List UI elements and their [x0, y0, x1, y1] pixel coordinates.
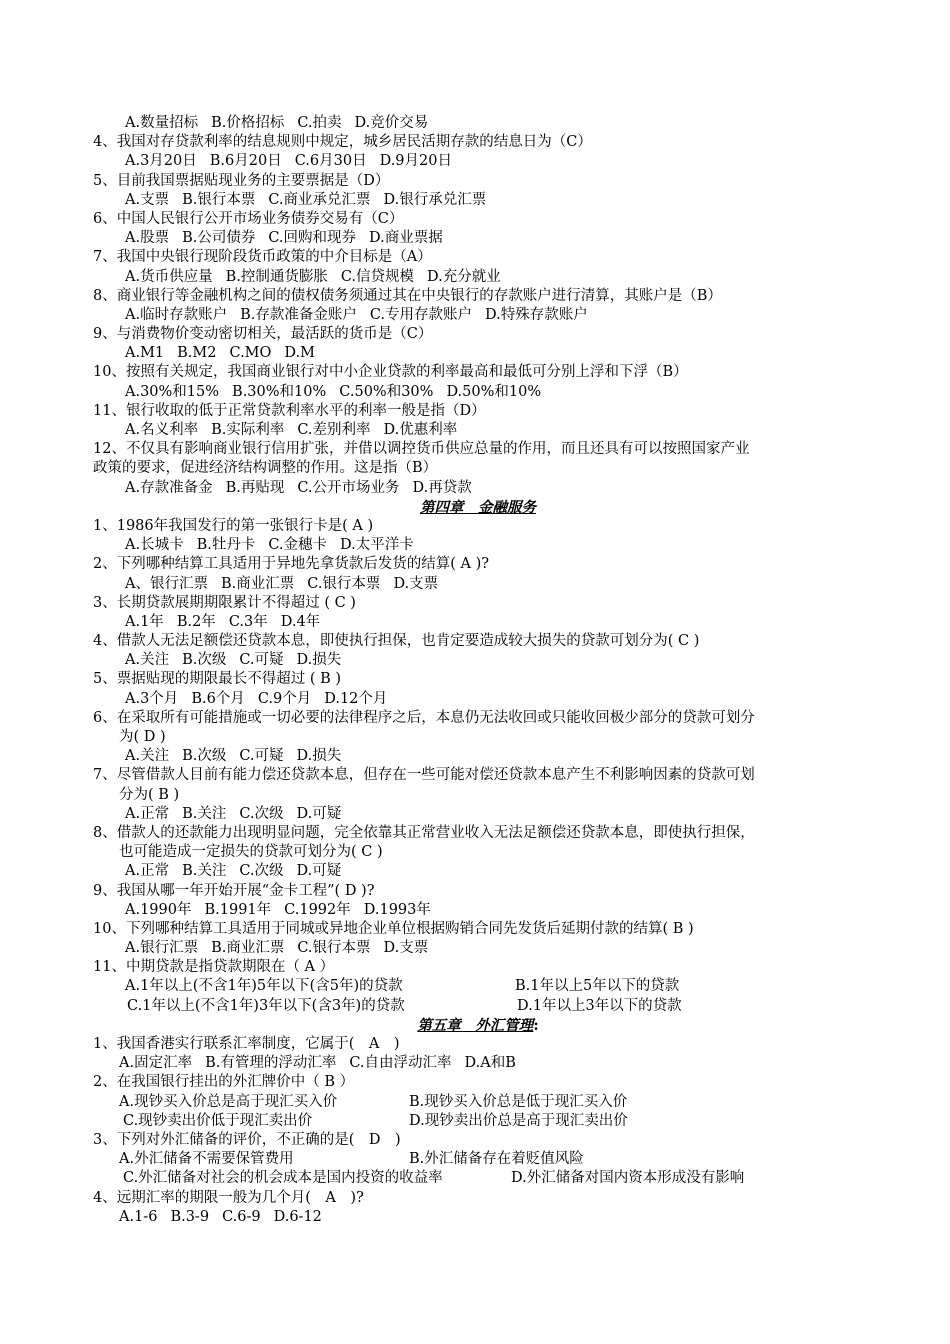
- options-row: [93, 191, 863, 210]
- question: 5、目前我国票据贴现业务的主要票据是（D）: [93, 172, 390, 189]
- option: A.存款准备金: [125, 479, 213, 496]
- option: C.自由浮动汇率: [349, 1055, 452, 1072]
- option: A.外汇储备不需要保管费用: [119, 1151, 294, 1168]
- question: 8、借款人的还款能力出现明显问题，完全依靠其正常营业收入无法足额偿还贷款本息，即使执行担保，: [93, 824, 755, 841]
- option: C.外汇储备对社会的机会成本是国内投资的收益率: [123, 1170, 443, 1187]
- options-row: [93, 152, 863, 171]
- option: D.外汇储备对国内资本形成没有影响: [511, 1170, 745, 1187]
- option: A.银行汇票: [125, 940, 199, 957]
- option: C.金穗卡: [268, 537, 328, 554]
- option: B.公司债券: [182, 230, 256, 247]
- option: C.银行本票: [307, 575, 381, 592]
- option: C.1年以上(不含1年)3年以下(含3年)的贷款: [127, 997, 405, 1014]
- option: A.正常: [125, 863, 170, 880]
- option: D.损失: [296, 748, 342, 765]
- question-continued: 为( D ): [119, 729, 166, 745]
- option: B.商业汇票: [220, 575, 295, 592]
- option: B.6个月: [191, 690, 245, 707]
- question: 4、借款人无法足额偿还贷款本息，即使执行担保，也肯定要造成较大损失的贷款可划分为( C ): [93, 633, 700, 650]
- option: D.商业票据: [369, 230, 443, 247]
- option: B.商业汇票: [211, 940, 285, 957]
- option: A、银行汇票: [125, 575, 208, 592]
- option: D.充分就业: [427, 268, 501, 285]
- options-row: [93, 575, 863, 594]
- question: 2、在我国银行挂出的外汇牌价中（ B ）: [93, 1074, 355, 1091]
- options-row: [93, 613, 863, 632]
- chapter-title: 第五章 外汇管理: [417, 1016, 534, 1034]
- options-row: [93, 536, 863, 555]
- question: 9、我国从哪一年开始开展“金卡工程”( D )?: [93, 882, 375, 899]
- option: A.1年以上(不含1年)5年以下(含5年)的贷款: [125, 978, 403, 995]
- option: B.银行本票: [182, 191, 256, 208]
- option: D.1年以上3年以下的贷款: [517, 997, 682, 1014]
- question: 10、下列哪种结算工具适用于同城或异地企业单位根据购销合同先发货后延期付款的结算( B ): [93, 920, 694, 937]
- chapter-title-suffix: :: [533, 1016, 539, 1034]
- option: D.银行承兑汇票: [383, 191, 487, 208]
- option: D.再贷款: [412, 479, 472, 496]
- options-row: [93, 1150, 863, 1169]
- question: 7、我国中央银行现阶段货币政策的中介目标是（A）: [93, 249, 432, 266]
- option: D.1993年: [363, 901, 431, 918]
- option: B.现钞买入价总是低于现汇买入价: [409, 1093, 628, 1110]
- question: 3、长期贷款展期期限累计不得超过 ( C ): [93, 594, 356, 611]
- option: C.MO: [229, 345, 272, 362]
- question: 12、不仅具有影响商业银行信用扩张，并借以调控货币供应总量的作用，而且还具有可以按照国家产业: [93, 441, 750, 458]
- chapter-title: 第四章 金融服务: [420, 498, 536, 516]
- options-row: [93, 805, 863, 824]
- question: 1、1986年我国发行的第一张银行卡是( A ): [93, 517, 374, 534]
- option: C.可疑: [239, 748, 284, 765]
- option: C.50%和30%: [339, 383, 434, 400]
- option: A.关注: [125, 652, 170, 669]
- option: C.公开市场业务: [297, 479, 400, 496]
- option: D.4年: [280, 613, 321, 630]
- option: C.现钞卖出价低于现汇卖出价: [123, 1112, 313, 1129]
- option: D.损失: [296, 652, 342, 669]
- options-row: [93, 997, 863, 1016]
- option: C.拍卖: [297, 115, 342, 131]
- option: D.6-12: [273, 1208, 322, 1225]
- option: B.外汇储备存在着贬值风险: [409, 1151, 584, 1168]
- option: B.有管理的浮动汇率: [205, 1055, 337, 1072]
- option: C.可疑: [239, 652, 284, 669]
- question: 5、票据贴现的期限最长不得超过 ( B ): [93, 671, 342, 688]
- option: A.股票: [125, 230, 170, 247]
- document-page: [93, 114, 863, 1227]
- option: D.A和B: [464, 1055, 516, 1072]
- option: A.关注: [125, 748, 170, 765]
- option: C.6-9: [222, 1208, 261, 1225]
- option: A.3月20日: [125, 153, 197, 170]
- option: A.长城卡: [125, 537, 184, 554]
- option: D.支票: [383, 940, 429, 957]
- option: D.9月20日: [379, 153, 452, 170]
- option: C.次级: [239, 805, 284, 822]
- question: 6、在采取所有可能措施或一切必要的法律程序之后，本息仍无法收回或只能收回极少部分的贷款可划分: [93, 709, 755, 726]
- question: 9、与消费物价变动密切相关，最活跃的货币是（C）: [93, 326, 433, 343]
- options-row: [93, 690, 863, 709]
- question: 3、下列对外汇储备的评价，不正确的是( D ): [93, 1131, 401, 1148]
- option: A.固定汇率: [119, 1055, 193, 1072]
- option: B.M2: [177, 345, 217, 362]
- question-continued: 政策的要求，促进经济结构调整的作用。这是指（B）: [93, 460, 438, 477]
- options-row: [93, 344, 863, 363]
- option: C.银行本票: [297, 940, 371, 957]
- question: 1、我国香港实行联系汇率制度，它属于( A ): [93, 1036, 400, 1052]
- options-row: [93, 383, 863, 402]
- options-row: [93, 306, 863, 325]
- option: D.可疑: [296, 863, 342, 880]
- option: D.竞价交易: [354, 115, 429, 131]
- options-row: [93, 1208, 863, 1227]
- option: A.临时存款账户: [125, 306, 228, 323]
- chapter-heading: [93, 1016, 863, 1035]
- options-row: [93, 268, 863, 287]
- options-row: [93, 1054, 863, 1073]
- option: C.信贷规模: [340, 268, 415, 285]
- option: B.再贴现: [225, 479, 285, 496]
- option: C.回购和现券: [268, 230, 357, 247]
- option: A.1年: [125, 613, 164, 630]
- question: 8、商业银行等金融机构之间的债权债务须通过其在中央银行的存款账户进行清算，其账户是（B）: [93, 287, 722, 304]
- option: B.实际利率: [211, 422, 285, 438]
- option: B.2年: [176, 613, 216, 630]
- option: D.太平洋卡: [340, 537, 414, 554]
- option: B.关注: [182, 805, 227, 822]
- option: C.商业承兑汇票: [268, 191, 371, 208]
- option: C.3年: [228, 613, 268, 630]
- option: B.6月20日: [209, 153, 282, 170]
- question: 7、尽管借款人目前有能力偿还贷款本息，但存在一些可能对偿还贷款本息产生不利影响因素的贷款可划: [93, 767, 755, 784]
- option: B.存款准备金账户: [240, 306, 357, 323]
- option: A.数量招标: [125, 115, 199, 131]
- options-row: [93, 114, 863, 133]
- option: C.专用存款账户: [369, 306, 473, 323]
- option: B.3-9: [170, 1208, 210, 1225]
- option: D.支票: [393, 575, 439, 592]
- question: 11、中期贷款是指贷款期限在（ A ）: [93, 959, 335, 976]
- option: B.1991年: [204, 901, 272, 918]
- option: B.牡丹卡: [196, 537, 256, 554]
- option: C.差别利率: [297, 422, 371, 438]
- question: 2、下列哪种结算工具适用于异地先拿货款后发货的结算( A )?: [93, 556, 490, 573]
- question: 11、银行收取的低于正常贷款利率水平的利率一般是指（D）: [93, 402, 486, 419]
- options-row: [93, 901, 863, 920]
- options-row: [93, 421, 863, 440]
- options-row: [93, 977, 863, 996]
- option: A.3个月: [125, 690, 179, 707]
- option: B.价格招标: [211, 115, 285, 131]
- chapter-heading: [93, 498, 863, 517]
- question: 4、远期汇率的期限一般为几个月( A )?: [93, 1189, 364, 1206]
- options-row: [93, 939, 863, 958]
- question-continued: 分为( B ): [119, 786, 180, 803]
- options-row: [93, 479, 863, 498]
- option: B.关注: [182, 863, 227, 880]
- option: B.1年以上5年以下的贷款: [515, 978, 680, 995]
- option: C.次级: [239, 863, 284, 880]
- option: D.12个月: [324, 690, 388, 707]
- option: D.50%和10%: [446, 383, 542, 400]
- option: B.次级: [182, 748, 227, 765]
- option: D.现钞卖出价总是高于现汇卖出价: [409, 1112, 628, 1129]
- options-row: [93, 747, 863, 766]
- option: D.优惠利率: [383, 422, 458, 438]
- option: A.支票: [125, 191, 170, 208]
- question: 6、中国人民银行公开市场业务债券交易有（C）: [93, 210, 404, 227]
- option: D.可疑: [296, 805, 342, 822]
- option: C.6月30日: [294, 153, 367, 170]
- option: A.1-6: [119, 1208, 158, 1225]
- option: B.控制通货膨胀: [225, 268, 328, 285]
- option: A.名义利率: [125, 422, 199, 438]
- option: C.1992年: [284, 901, 351, 918]
- option: A.30%和15%: [125, 383, 220, 400]
- options-row: [93, 862, 863, 881]
- options-row: [93, 1093, 863, 1112]
- option: D.特殊存款账户: [485, 306, 588, 323]
- question-continued: 也可能造成一定损失的贷款可划分为( C ): [119, 844, 383, 861]
- option: A.1990年: [125, 901, 192, 918]
- option: A.M1: [125, 345, 165, 362]
- option: C.9个月: [257, 690, 312, 707]
- option: A.货币供应量: [125, 268, 213, 285]
- options-row: [93, 229, 863, 248]
- options-row: [93, 1112, 863, 1131]
- option: B.次级: [182, 652, 227, 669]
- option: A.现钞买入价总是高于现汇买入价: [119, 1093, 338, 1110]
- option: B.30%和10%: [232, 383, 327, 400]
- option: A.正常: [125, 805, 170, 822]
- question: 10、按照有关规定，我国商业银行对中小企业贷款的利率最高和最低可分别上浮和下浮（B）: [93, 364, 688, 381]
- options-row: [93, 651, 863, 670]
- option: D.M: [284, 345, 315, 362]
- question: 4、我国对存贷款利率的结息规则中规定，城乡居民活期存款的结息日为（C）: [93, 134, 592, 151]
- options-row: [93, 1169, 863, 1188]
